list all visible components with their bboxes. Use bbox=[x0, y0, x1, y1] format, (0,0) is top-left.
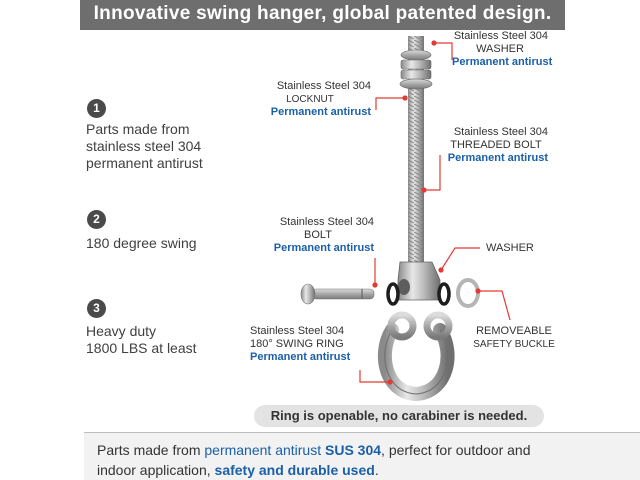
banner-title: Innovative swing hanger, global patented design. bbox=[80, 0, 565, 30]
footer-text-part1: Parts made from bbox=[97, 442, 205, 458]
label-locknut-part: LOCKNUT bbox=[286, 94, 334, 105]
label-swing-ring-antirust: Permanent antirust bbox=[250, 351, 351, 363]
label-swing-ring-part: 180° SWING RING bbox=[250, 338, 344, 350]
label-top-washer-antirust: Permanent antirust bbox=[452, 56, 553, 68]
label-bolt bbox=[262, 216, 374, 255]
label-safety-buckle bbox=[470, 325, 558, 351]
label-swing-ring-material: Stainless Steel 304 bbox=[250, 325, 345, 337]
feature-1-line3: permanent antirust bbox=[86, 155, 203, 171]
o-ring-right bbox=[439, 284, 449, 304]
label-locknut-material: Stainless Steel 304 bbox=[276, 80, 371, 92]
label-threaded-bolt-part: THREADED BOLT bbox=[450, 139, 542, 151]
footer-text-sus304: SUS 304 bbox=[325, 442, 382, 458]
footer-text-antirust: permanent antirust bbox=[204, 442, 325, 458]
label-top-washer bbox=[452, 30, 553, 69]
footer-text-part4: , perfect for outdoor and indoor application, bbox=[97, 442, 531, 478]
pin-bolt bbox=[301, 284, 374, 304]
label-bolt-part: BOLT bbox=[304, 229, 332, 241]
footer-text bbox=[97, 440, 567, 480]
openable-note: Ring is openable, no carabiner is needed. bbox=[254, 405, 544, 427]
feature-1-line1: Parts made from bbox=[86, 121, 190, 137]
label-top-washer-material: Stainless Steel 304 bbox=[453, 30, 548, 42]
label-side-washer-part: WASHER bbox=[486, 242, 534, 254]
label-swing-ring bbox=[250, 325, 350, 364]
washer-ring bbox=[458, 280, 478, 306]
label-locknut bbox=[249, 80, 371, 119]
label-side-washer bbox=[486, 242, 534, 255]
feature-2-badge: 2 bbox=[87, 210, 106, 229]
label-threaded-bolt bbox=[444, 126, 548, 165]
swivel-housing bbox=[398, 262, 440, 300]
feature-1-line2: stainless steel 304 bbox=[86, 138, 202, 154]
feature-3-badge: 3 bbox=[87, 299, 106, 318]
label-threaded-bolt-antirust: Permanent antirust bbox=[447, 152, 548, 164]
o-ring-left bbox=[388, 284, 398, 304]
label-safety-buckle-line1: REMOVEABLE bbox=[476, 325, 552, 337]
label-locknut-antirust: Permanent antirust bbox=[270, 106, 371, 118]
swing-ring bbox=[385, 315, 449, 394]
label-threaded-bolt-material: Stainless Steel 304 bbox=[453, 126, 548, 138]
feature-3-line2: 1800 LBS at least bbox=[86, 340, 197, 356]
footer-text-safety: safety and durable used bbox=[214, 462, 375, 478]
label-safety-buckle-line2: SAFETY BUCKLE bbox=[473, 339, 555, 350]
footer-text-part6: . bbox=[374, 462, 379, 478]
feature-1-badge: 1 bbox=[87, 99, 106, 118]
feature-3-line1: Heavy duty bbox=[86, 323, 157, 339]
label-bolt-antirust: Permanent antirust bbox=[273, 242, 374, 254]
feature-2-line1: 180 degree swing bbox=[86, 235, 197, 251]
label-bolt-material: Stainless Steel 304 bbox=[279, 216, 374, 228]
label-top-washer-part: WASHER bbox=[476, 43, 524, 55]
